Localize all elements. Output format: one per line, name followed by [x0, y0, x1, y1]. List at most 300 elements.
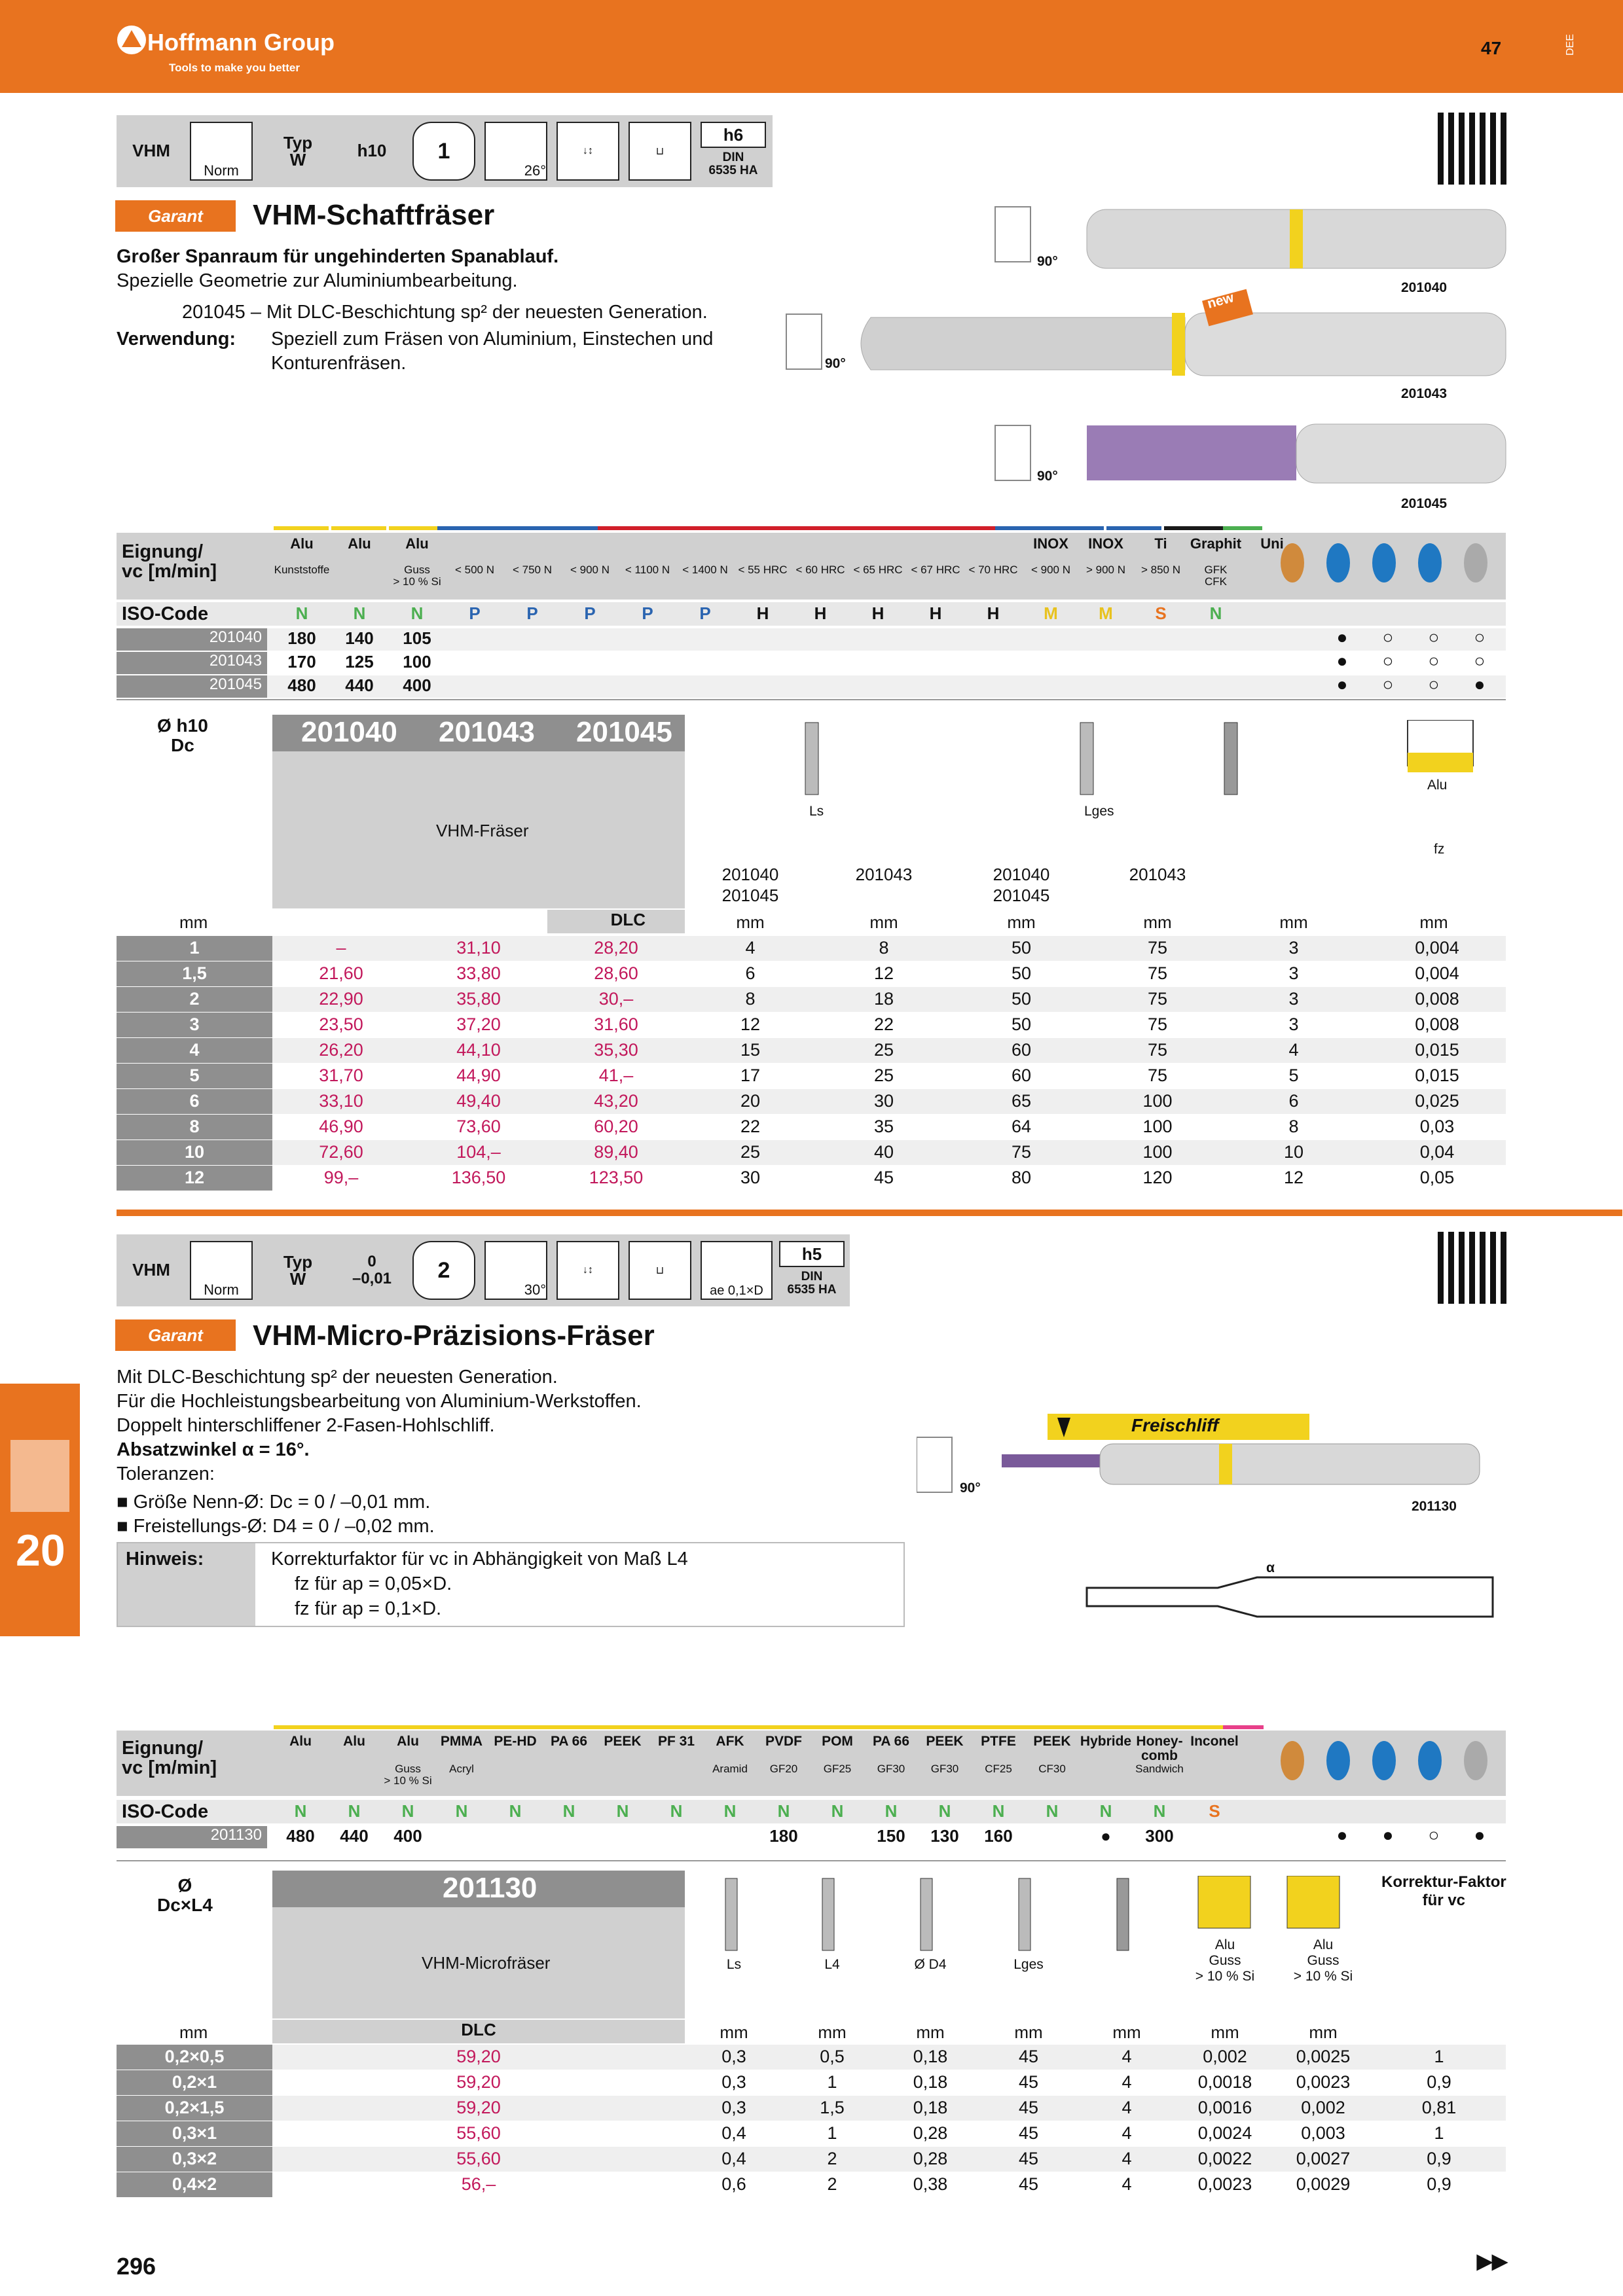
table2-cell: 0,3 [721, 2047, 746, 2066]
table2-cell: 0,9 [1427, 2149, 1451, 2168]
table2-cell: 45 [1018, 2047, 1039, 2066]
diameter2-cell: 0,2×0,5 [164, 2047, 225, 2066]
table-cell: 31,60 [594, 1014, 638, 1034]
dim-label-6: Alu Guss > 10 % Si [1293, 1937, 1353, 1984]
table2-cell: 59,20 [456, 2098, 501, 2117]
table-cell: 60 [1011, 1040, 1032, 1060]
table-cell: 44,90 [456, 1066, 501, 1085]
table-cell: 5 [1288, 1066, 1299, 1085]
coolant2-icon-3 [1418, 1741, 1442, 1780]
table-cell: 26,20 [319, 1040, 363, 1060]
feature-line-2: Spezielle Geometrie zur Aluminiumbearbeitung. [117, 270, 518, 291]
chapter-number: 20 [16, 1526, 65, 1575]
coolant2-icon-4 [1464, 1741, 1487, 1780]
product-type: VHM-Fräser [436, 821, 529, 840]
table2-cell: 55,60 [456, 2149, 501, 2168]
iso2-code-3: N [455, 1801, 468, 1821]
diameter-cell: 2 [189, 989, 200, 1009]
iso2-code-9: N [777, 1801, 790, 1821]
shank-tolerance-2: h5 [779, 1241, 845, 1267]
table-cell: 35,80 [456, 989, 501, 1009]
image-label-201045: 201045 [1401, 496, 1448, 511]
suitability-label-2: Eignung/ vc [m/min] [122, 1738, 217, 1778]
suit-value: 400 [403, 675, 431, 695]
dim-label-1: L4 [824, 1957, 840, 1972]
iso-label-2: ISO-Code [122, 1801, 209, 1822]
table-cell: 17 [740, 1066, 761, 1085]
table2-cell: 0,0029 [1296, 2174, 1351, 2194]
suit-value: 125 [345, 652, 374, 672]
hoffmann-logo-icon [115, 24, 148, 56]
table-cell: 75 [1147, 1066, 1168, 1085]
image-label-201040: 201040 [1401, 280, 1448, 295]
table-cell: 31,10 [456, 938, 501, 958]
diameter2-cell: 0,3×2 [172, 2149, 217, 2168]
suit-header-17: Uni [1260, 535, 1284, 552]
table-cell: 8 [745, 989, 756, 1009]
table-cell: 50 [1011, 989, 1032, 1009]
table-cell: 75 [1147, 1040, 1168, 1060]
korrektur-label: Korrektur-Faktor für vc [1381, 1873, 1506, 1909]
iso-code-2: N [410, 603, 424, 623]
angle-label-1: 90° [1037, 254, 1058, 269]
table2-cell: 0,4 [721, 2123, 746, 2143]
table2-cell: 4 [1122, 2123, 1132, 2143]
table-cell: 0,004 [1415, 938, 1459, 958]
table2-cell: 0,38 [913, 2174, 948, 2194]
coolant-dot: ○ [1474, 627, 1486, 647]
diameter2-cell: 0,2×1,5 [164, 2098, 225, 2117]
suit2-value: 400 [393, 1826, 422, 1846]
table2-cell: 1 [1434, 2123, 1444, 2143]
unit-4: mm [1279, 912, 1308, 932]
table-cell: 45 [873, 1168, 894, 1187]
table2-cell: 0,0023 [1197, 2174, 1252, 2194]
table-cell: 75 [1147, 963, 1168, 983]
hint-label: Hinweis: [126, 1549, 204, 1570]
table2-cell: 0,0024 [1197, 2123, 1252, 2143]
table-cell: 33,10 [319, 1091, 363, 1111]
suit-value: 440 [345, 675, 374, 695]
coolant-dot: ● [1336, 674, 1348, 694]
din-label-2: DIN 6535 HA [787, 1270, 837, 1297]
dim-label-5: Alu Guss > 10 % Si [1195, 1937, 1255, 1984]
table-cell: 25 [873, 1066, 894, 1085]
suit2-header-9: PVDF [765, 1734, 802, 1749]
table2-cell: 1 [827, 2072, 837, 2092]
diameter-cell: 3 [189, 1014, 200, 1034]
suit2-header-4: PE-HD [494, 1734, 537, 1749]
iso2-code-15: N [1099, 1801, 1112, 1821]
suit2-header-3: PMMA [440, 1734, 483, 1749]
table2-cell: 0,0025 [1296, 2047, 1351, 2066]
iso-code-15: S [1155, 603, 1167, 623]
iso-code-1: N [353, 603, 366, 623]
page-number: 296 [117, 2253, 156, 2280]
iso-code-11: H [929, 603, 942, 623]
suit2-header-7: PF 31 [657, 1734, 695, 1749]
suit-row-art: 201045 [117, 675, 267, 698]
suit-value: 170 [287, 652, 316, 672]
table-cell: – [336, 938, 346, 958]
coolant-dot: ○ [1474, 651, 1486, 671]
table-cell: 73,60 [456, 1117, 501, 1136]
dim-label-3: Lges [1013, 1957, 1044, 1972]
suit2-sub-11: GF30 [877, 1763, 905, 1775]
table-cell: 15 [740, 1040, 761, 1060]
suit2-value: 160 [984, 1826, 1013, 1846]
angle-label-s2: 90° [960, 1480, 981, 1496]
suit2-sub-12: GF30 [930, 1763, 959, 1775]
suit-row-art: 201040 [117, 628, 267, 651]
suit-value: 180 [287, 628, 316, 648]
table2-cell: 1 [1434, 2047, 1444, 2066]
iso-code-6: P [642, 603, 653, 623]
table-cell: 0,015 [1415, 1066, 1459, 1085]
diameter-cell: 8 [189, 1117, 200, 1136]
suit2-header-14: PEEK [1033, 1734, 1071, 1749]
table-cell: 75 [1147, 989, 1168, 1009]
table-cell: 100 [1142, 1091, 1173, 1111]
iso-code-12: H [987, 603, 1000, 623]
suit-header-1: Alu [348, 535, 371, 552]
type-symbol-2: Typ W [283, 1252, 313, 1289]
table-cell: 18 [873, 989, 894, 1009]
table-cell: 100 [1142, 1142, 1173, 1162]
table-cell: 35,30 [594, 1040, 638, 1060]
suit2-header-6: PEEK [604, 1734, 642, 1749]
diameter-cell: 4 [189, 1040, 200, 1060]
micro-mill-image [917, 1407, 1512, 1643]
suit-header-14: INOX [1088, 535, 1123, 552]
table-cell: 12 [740, 1014, 761, 1034]
table-cell: 0,004 [1415, 963, 1459, 983]
iso-label: ISO-Code [122, 603, 209, 624]
table-cell: 21,60 [319, 963, 363, 983]
suit2-header-11: PA 66 [872, 1734, 910, 1749]
table-cell: 3 [1288, 963, 1299, 983]
image-label-201130: 201130 [1412, 1499, 1457, 1514]
table-cell: 3 [1288, 1014, 1299, 1034]
suit-header-16: Graphit [1190, 535, 1242, 552]
unit2-2: mm [916, 2022, 945, 2042]
col-head-1: 201043 [855, 865, 913, 884]
suit2-sub-2: Guss > 10 % Si [384, 1763, 432, 1787]
suit2-sub-13: CF25 [985, 1763, 1012, 1775]
table-cell: 6 [745, 963, 756, 983]
table-cell: 28,20 [594, 938, 638, 958]
new-badge: new [1205, 290, 1235, 312]
suit-value: 480 [287, 675, 316, 695]
table-cell: 28,60 [594, 963, 638, 983]
table-cell: 75 [1147, 1014, 1168, 1034]
unit-1: mm [869, 912, 898, 932]
coolant-dot: ○ [1382, 674, 1394, 694]
diameter-label: Ø h10 Dc [157, 715, 208, 755]
suit-value: 140 [345, 628, 374, 648]
table2-cell: 1,5 [820, 2098, 845, 2117]
table-cell: 50 [1011, 963, 1032, 983]
table-cell: 136,50 [451, 1168, 506, 1187]
feature-line-3: 201045 – Mit DLC-Beschichtung sp² der neuesten Generation. [182, 302, 708, 323]
suit-sub-5: < 900 N [570, 564, 610, 576]
diameter-cell: 1 [189, 938, 200, 958]
table-cell: 100 [1142, 1117, 1173, 1136]
table2-cell: 45 [1018, 2123, 1039, 2143]
table2-cell: 0,002 [1203, 2047, 1247, 2066]
iso-code-16: N [1209, 603, 1222, 623]
col-head-0: 201040 201045 [721, 865, 779, 905]
unit2-3: mm [1014, 2022, 1043, 2042]
diameter-label-2: Ø Dc×L4 [157, 1875, 213, 1915]
table-cell: 8 [879, 938, 889, 958]
unit2-6: mm [1309, 2022, 1338, 2042]
coolant-icon-1 [1326, 543, 1350, 583]
suitability-label: Eignung/ vc [m/min] [122, 541, 217, 582]
unit-5: mm [1419, 912, 1448, 932]
coolant2-icon-2 [1372, 1741, 1396, 1780]
table2-cell: 0,003 [1301, 2123, 1345, 2143]
suit-sub-9: < 60 HRC [795, 564, 845, 576]
table2-cell: 4 [1122, 2098, 1132, 2117]
table2-cell: 1 [827, 2123, 837, 2143]
chapter-icon [10, 1440, 69, 1512]
brand-tagline: Tools to make you better [169, 62, 300, 74]
table-cell: 6 [1288, 1091, 1299, 1111]
suit-value: 100 [403, 652, 431, 672]
suit2-value: 440 [340, 1826, 369, 1846]
suit-sub-6: < 1100 N [625, 564, 670, 576]
table2-cell: 0,3 [721, 2072, 746, 2092]
diameter2-cell: 0,4×2 [172, 2174, 217, 2194]
table2-cell: 0,9 [1427, 2174, 1451, 2194]
table2-cell: 4 [1122, 2072, 1132, 2092]
helix-angle-icon: 26° [484, 122, 547, 181]
hint-line-1: Korrekturfaktor für vc in Abhängigkeit von Maß L4 [271, 1549, 688, 1570]
fz-label: fz [1434, 842, 1445, 857]
ae-icon: ae 0,1×D [701, 1241, 773, 1300]
material-label-2: VHM [132, 1259, 170, 1280]
table-cell: 46,90 [319, 1117, 363, 1136]
dimension-drawings [786, 720, 1480, 851]
table2-cell: 0,0016 [1197, 2098, 1252, 2117]
table2-cell: 4 [1122, 2174, 1132, 2194]
table-cell: 12 [1283, 1168, 1304, 1187]
din-label: DIN 6535 HA [708, 151, 758, 177]
usage-label: Verwendung: [117, 329, 236, 350]
s2-line-3: Doppelt hinterschliffener 2-Fasen-Hohlschliff. [117, 1415, 495, 1436]
suit-sub-15: > 850 N [1140, 564, 1180, 576]
suit2-sub-3: Acryl [449, 1763, 474, 1775]
iso2-code-12: N [938, 1801, 951, 1821]
suit2-header-15: Hybride [1080, 1734, 1132, 1749]
table-cell: 31,70 [319, 1066, 363, 1085]
iso2-code-4: N [509, 1801, 522, 1821]
table-cell: 0,03 [1419, 1117, 1455, 1136]
table-cell: 60 [1011, 1066, 1032, 1085]
angle-label-2: 90° [825, 356, 846, 371]
flute-count-icon: 1 [412, 122, 475, 181]
alpha-label: α [1266, 1560, 1275, 1575]
suit2-value: 150 [877, 1826, 905, 1846]
flute-count-icon-2: 2 [412, 1241, 475, 1300]
dim-label-0: Ls [726, 1957, 742, 1972]
table-cell: 49,40 [456, 1091, 501, 1111]
coolant2-dot: ○ [1428, 1825, 1440, 1845]
suit2-header-13: PTFE [981, 1734, 1016, 1749]
table-cell: 22,90 [319, 989, 363, 1009]
table2-cell: 0,28 [913, 2149, 948, 2168]
feature-line-1: Großer Spanraum für ungehinderten Spanablauf. [117, 246, 559, 267]
table2-cell: 0,5 [820, 2047, 845, 2066]
section-divider [117, 1210, 1622, 1216]
table-cell: 33,80 [456, 963, 501, 983]
table-cell: 0,015 [1415, 1040, 1459, 1060]
unit-2: mm [1007, 912, 1036, 932]
norm-symbol: Norm [190, 122, 253, 181]
table-cell: 10 [1283, 1142, 1304, 1162]
suit-sub-8: < 55 HRC [738, 564, 788, 576]
table-cell: 80 [1011, 1168, 1032, 1187]
type-symbol: Typ W [283, 133, 313, 170]
usage-text: Speziell zum Fräsen von Aluminium, Einstechen und Konturenfräsen. [271, 329, 714, 374]
slot-icon-2: ⊔ [629, 1241, 691, 1300]
coolant2-dot: ● [1474, 1825, 1486, 1845]
table-cell: 40 [873, 1142, 894, 1162]
diameter-cell: 12 [184, 1168, 205, 1187]
table2-cell: 0,3 [721, 2098, 746, 2117]
iso2-code-5: N [562, 1801, 575, 1821]
table-cell: 22 [873, 1014, 894, 1034]
table2-cell: 45 [1018, 2174, 1039, 2194]
unit-0: mm [736, 912, 765, 932]
iso-code-5: P [584, 603, 596, 623]
table2-cell: 45 [1018, 2149, 1039, 2168]
coolant-dot: ● [1336, 651, 1348, 671]
diameter2-cell: 0,2×1 [172, 2072, 217, 2092]
suit-header-15: Ti [1154, 535, 1167, 552]
suit-sub-4: < 750 N [512, 564, 552, 576]
table-cell: 41,– [598, 1066, 634, 1085]
iso-code-3: P [469, 603, 481, 623]
suit-sub-11: < 67 HRC [911, 564, 960, 576]
suit2-sub-9: GF20 [769, 1763, 798, 1775]
suit2-header-10: POM [822, 1734, 853, 1749]
table2-cell: 0,18 [913, 2047, 948, 2066]
coolant2-dot: ● [1336, 1825, 1348, 1845]
plunge-icon-2: ↓↕ [556, 1241, 619, 1300]
table-cell: 65 [1011, 1091, 1032, 1111]
suit-sub-2: Guss > 10 % Si [393, 564, 441, 588]
table2-cell: 59,20 [456, 2072, 501, 2092]
table-cell: 75 [1147, 938, 1168, 958]
qr-code-icon [1438, 113, 1510, 185]
table2-cell: 55,60 [456, 2123, 501, 2143]
iso-code-4: P [526, 603, 538, 623]
suit2-header-5: PA 66 [550, 1734, 588, 1749]
table-cell: 30 [873, 1091, 894, 1111]
art-201040: 201040 [301, 716, 397, 748]
diameter-cell: 5 [189, 1066, 200, 1085]
unit-3: mm [1143, 912, 1172, 932]
suit-header-13: INOX [1033, 535, 1068, 552]
suit-header-0: Alu [290, 535, 314, 552]
table-cell: 8 [1288, 1117, 1299, 1136]
unit-mm-2: mm [179, 2022, 208, 2042]
iso2-code-8: N [723, 1801, 737, 1821]
coolant-dot: ○ [1382, 627, 1394, 647]
dlc-header-2: DLC [272, 2020, 685, 2043]
coolant-icon-0 [1281, 543, 1304, 583]
product-images [786, 196, 1512, 524]
table-cell: 72,60 [319, 1142, 363, 1162]
table-cell: 37,20 [456, 1014, 501, 1034]
suit-value: 105 [403, 628, 431, 648]
plunge-icon: ↓↕ [556, 122, 619, 181]
slot-icon: ⊔ [629, 122, 691, 181]
suit2-header-16: Honey- comb [1136, 1734, 1183, 1763]
table-cell: 64 [1011, 1117, 1032, 1136]
iso2-code-6: N [616, 1801, 629, 1821]
iso2-code-7: N [670, 1801, 683, 1821]
table-cell: 50 [1011, 1014, 1032, 1034]
table2-cell: 0,18 [913, 2072, 948, 2092]
hint-line-2: fz für ap = 0,05×D. [295, 1573, 452, 1594]
suit2-header-2: Alu [397, 1734, 419, 1749]
table-cell: 25 [873, 1040, 894, 1060]
table-cell: 43,20 [594, 1091, 638, 1111]
product-title: VHM-Schaftfräser [253, 199, 495, 231]
table-cell: 0,008 [1415, 989, 1459, 1009]
coolant-icon-4 [1464, 543, 1487, 583]
s2-line-2: Für die Hochleistungsbearbeitung von Aluminium-Werkstoffen. [117, 1391, 642, 1412]
unit2-5: mm [1211, 2022, 1239, 2042]
iso2-code-17: S [1209, 1801, 1220, 1821]
table-cell: 25 [740, 1142, 761, 1162]
qr-code-icon-2 [1438, 1232, 1510, 1304]
table2-cell: 0,28 [913, 2123, 948, 2143]
alu-label: Alu [1427, 778, 1448, 793]
unit-mm: mm [179, 912, 208, 932]
table-cell: 0,008 [1415, 1014, 1459, 1034]
table-cell: 0,05 [1419, 1168, 1455, 1187]
suit2-header-1: Alu [343, 1734, 365, 1749]
iso-code-14: M [1099, 603, 1113, 623]
s2-line-1: Mit DLC-Beschichtung sp² der neuesten Generation. [117, 1367, 558, 1388]
table2-cell: 2 [827, 2149, 837, 2168]
suit-sub-12: < 70 HRC [968, 564, 1018, 576]
image-label-201043: 201043 [1401, 386, 1448, 401]
suit2-value: ● [1101, 1826, 1111, 1846]
hint-line-3: fz für ap = 0,1×D. [295, 1598, 442, 1619]
s2-line-4: Absatzwinkel α = 16°. [117, 1439, 310, 1460]
suit-sub-3: < 500 N [454, 564, 494, 576]
suit2-row-art: 201130 [117, 1826, 267, 1848]
freischliff-label: Freischliff [1131, 1415, 1219, 1435]
unit2-0: mm [720, 2022, 748, 2042]
dlc-header: DLC [547, 910, 685, 933]
suit-sub-13: < 900 N [1030, 564, 1070, 576]
iso2-code-10: N [831, 1801, 844, 1821]
material-label: VHM [132, 140, 170, 160]
suit2-value: 130 [930, 1826, 959, 1846]
table2-cell: 0,002 [1301, 2098, 1345, 2117]
table-cell: 23,50 [319, 1014, 363, 1034]
next-page-icon[interactable]: ▸▸ [1477, 2243, 1508, 2277]
iso2-code-14: N [1046, 1801, 1059, 1821]
table-cell: 12 [873, 963, 894, 983]
coolant-dot: ○ [1428, 627, 1440, 647]
